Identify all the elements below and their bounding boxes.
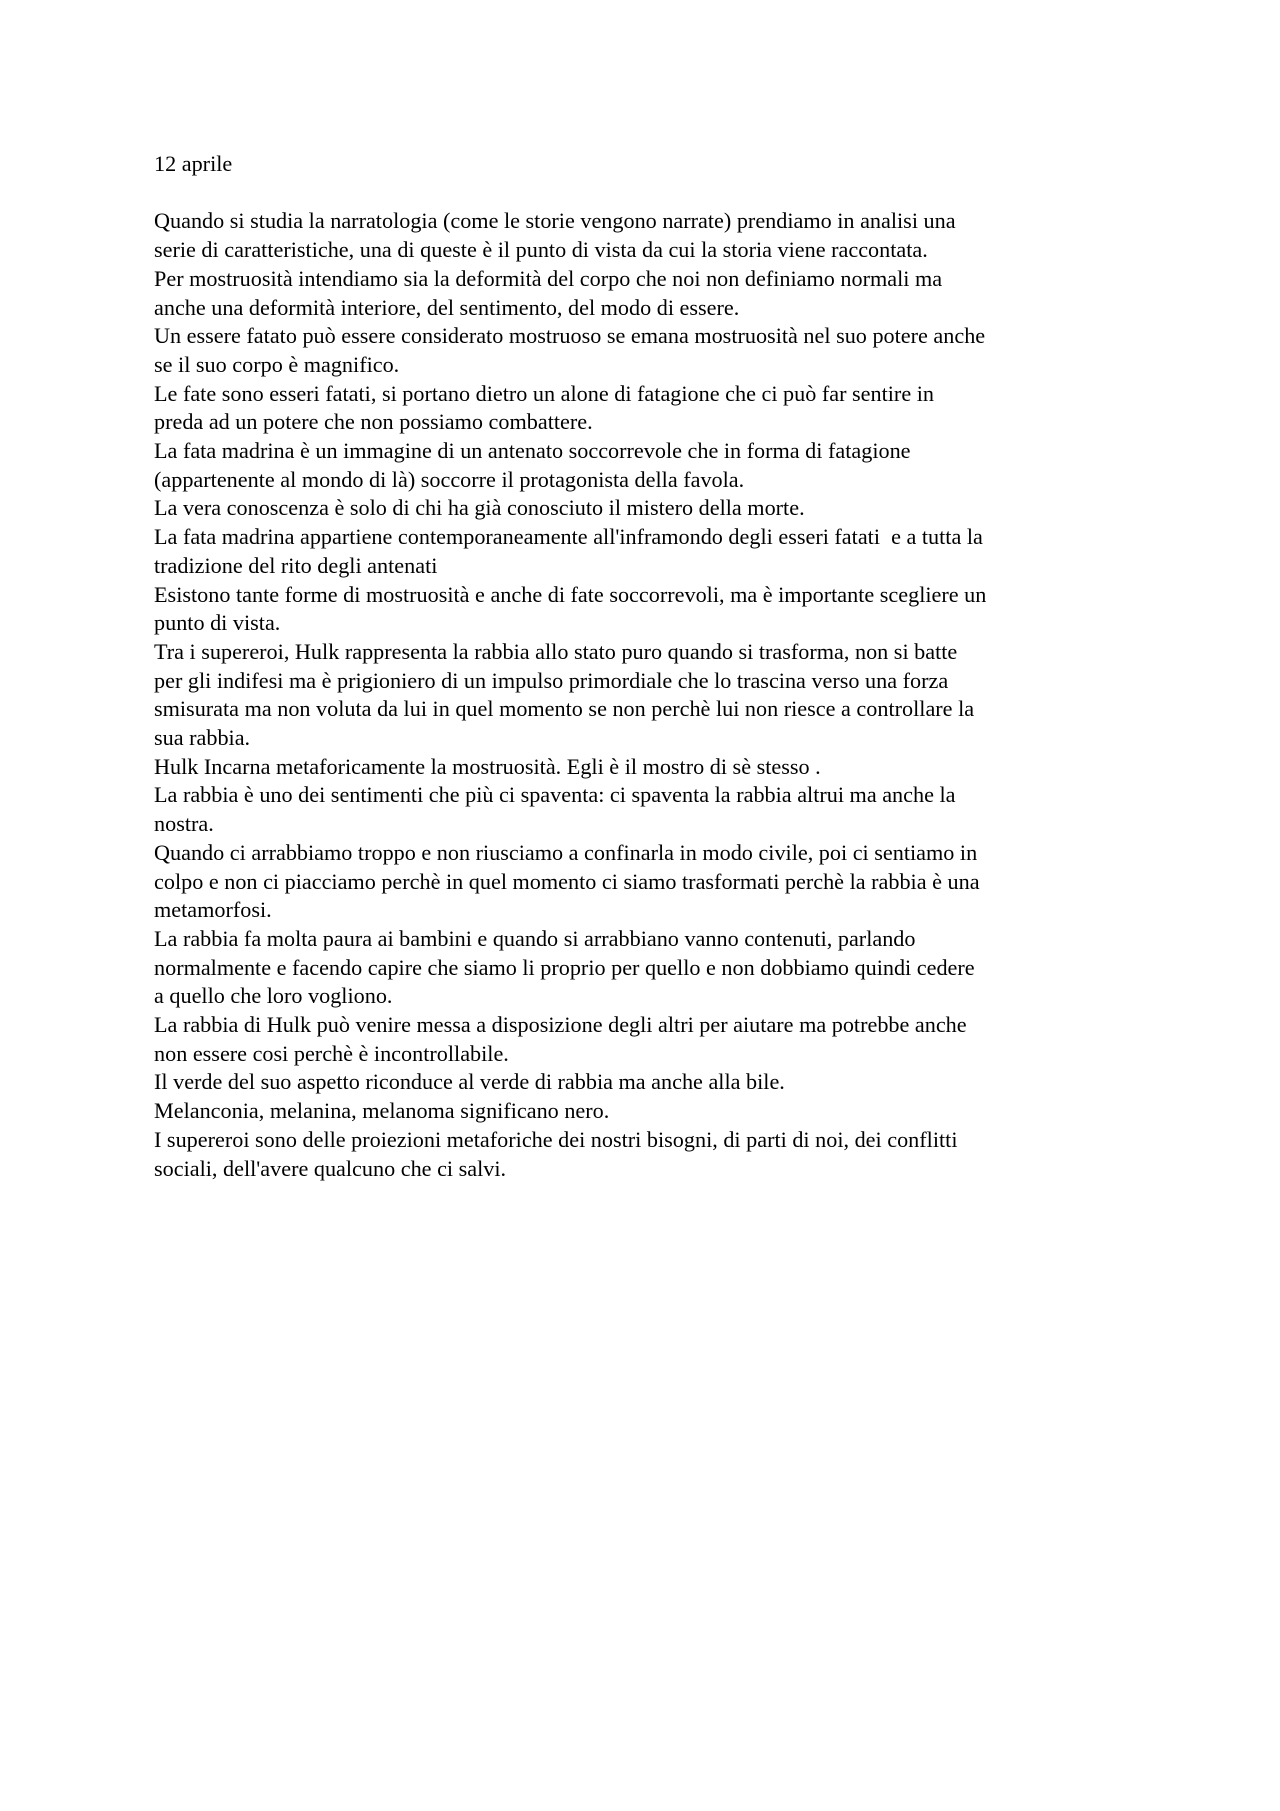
text-line: (appartenente al mondo di là) soccorre il protagonista della favola. bbox=[154, 466, 745, 492]
text-line: La rabbia è uno dei sentimenti che più ci spaventa: ci spaventa la rabbia altrui ma anche la bbox=[154, 782, 956, 808]
text-line: smisurata ma non voluta da lui in quel momento se non perchè lui non riesce a controllare la bbox=[154, 696, 975, 722]
text-line: Tra i supereroi, Hulk rappresenta la rabbia allo stato puro quando si trasforma, non si batte bbox=[154, 638, 958, 664]
document-date: 12 aprile bbox=[154, 151, 233, 176]
text-line: se il suo corpo è magnifico. bbox=[154, 351, 400, 377]
text-line: Le fate sono esseri fatati, si portano dietro un alone di fatagione che ci può far sentire in bbox=[154, 380, 934, 406]
text-line: punto di vista. bbox=[154, 610, 281, 636]
text-line: colpo e non ci piacciamo perchè in quel momento ci siamo trasformati perchè la rabbia è una bbox=[154, 868, 980, 894]
text-line: Il verde del suo aspetto riconduce al verde di rabbia ma anche alla bile. bbox=[154, 1069, 785, 1095]
text-line: La vera conoscenza è solo di chi ha già conosciuto il mistero della morte. bbox=[154, 495, 805, 521]
text-line: La rabbia di Hulk può venire messa a disposizione degli altri per aiutare ma potrebbe anche bbox=[154, 1012, 967, 1038]
text-line: La fata madrina appartiene contemporaneamente all'inframondo degli esseri fatati e a tutta la bbox=[154, 524, 983, 550]
text-line: Hulk Incarna metaforicamente la mostruosità. Egli è il mostro di sè stesso . bbox=[154, 753, 821, 779]
text-line: anche una deformità interiore, del sentimento, del modo di essere. bbox=[154, 294, 740, 320]
text-line: I supereroi sono delle proiezioni metaforiche dei nostri bisogni, di parti di noi, dei conflitti bbox=[154, 1126, 958, 1152]
text-line: non essere cosi perchè è incontrollabile. bbox=[154, 1040, 509, 1066]
text-line: sua rabbia. bbox=[154, 725, 251, 751]
text-line: nostra. bbox=[154, 811, 214, 837]
text-line: a quello che loro vogliono. bbox=[154, 983, 393, 1009]
document-body bbox=[154, 150, 1154, 1183]
text-line: per gli indifesi ma è prigioniero di un impulso primordiale che lo trascina verso una forza bbox=[154, 667, 949, 693]
text-line: Un essere fatato può essere considerato mostruoso se emana mostruosità nel suo potere anche bbox=[154, 323, 986, 349]
text-line: Quando ci arrabbiamo troppo e non riusciamo a confinarla in modo civile, poi ci sentiamo in bbox=[154, 839, 978, 865]
text-line: La fata madrina è un immagine di un antenato soccorrevole che in forma di fatagione bbox=[154, 438, 911, 464]
text-line: metamorfosi. bbox=[154, 897, 272, 923]
text-line: Per mostruosità intendiamo sia la deformità del corpo che noi non definiamo normali ma bbox=[154, 265, 943, 291]
text-line: normalmente e facendo capire che siamo li proprio per quello e non dobbiamo quindi cedere bbox=[154, 954, 975, 980]
text-line: La rabbia fa molta paura ai bambini e quando si arrabbiano vanno contenuti, parlando bbox=[154, 925, 916, 951]
text-line: Quando si studia la narratologia (come le storie vengono narrate) prendiamo in analisi una bbox=[154, 208, 956, 234]
text-line: serie di caratteristiche, una di queste è il punto di vista da cui la storia viene raccontata. bbox=[154, 237, 928, 263]
text-line: Esistono tante forme di mostruosità e anche di fate soccorrevoli, ma è importante scegliere un bbox=[154, 581, 987, 607]
paragraph-lines bbox=[154, 207, 1154, 1183]
text-line: tradizione del rito degli antenati bbox=[154, 552, 438, 578]
text-line: preda ad un potere che non possiamo combattere. bbox=[154, 409, 593, 435]
text-line: Melanconia, melanina, melanoma significano nero. bbox=[154, 1098, 610, 1124]
text-line: sociali, dell'avere qualcuno che ci salvi. bbox=[154, 1155, 507, 1181]
